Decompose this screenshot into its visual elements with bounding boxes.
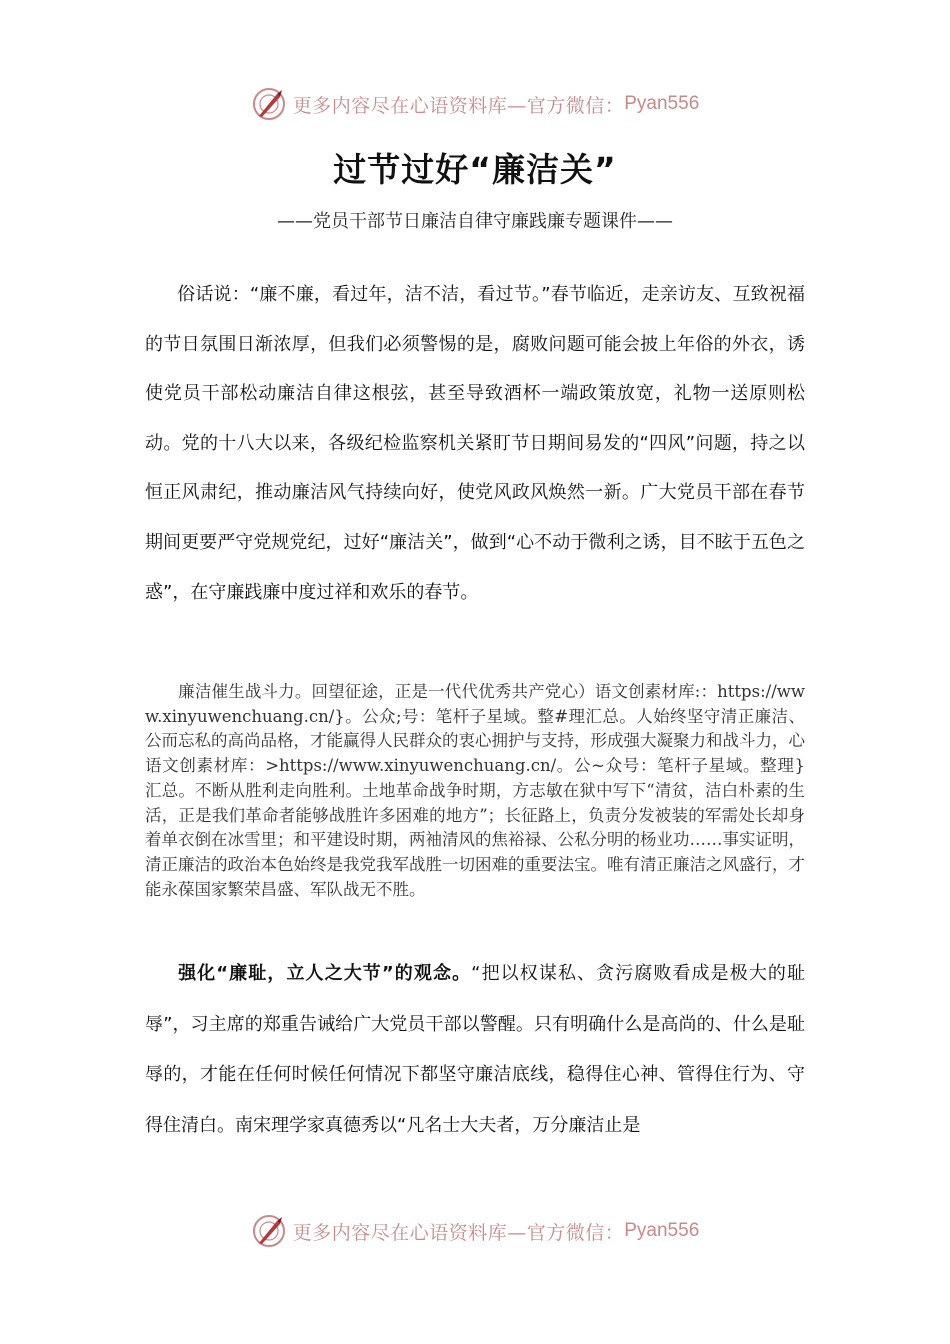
quill-pen-logo-icon (251, 1213, 287, 1249)
paragraph-intro-text: 俗话说：“廉不廉，看过年，洁不洁，看过节。”春节临近，走亲访友、互致祝福的节日氛围日渐浓厚，但我们必须警惕的是，腐败问题可能会披上年俗的外衣，诱使党员干部松动廉洁自律这根弦，甚至导致酒杯一端政策放宽，礼物一送原则松动。党的十八大以来，各级纪检监察机关紧盯节日期间易发的“四风”问题，持之以恒正风肃纪，推动廉洁风气持续向好，使党风政风焕然一新。广大党员干部在春节期间更要严守党规党纪，过好“廉洁关”，做到“心不动于微利之诱，目不眩于五色之惑”，在守廉践廉中度过祥和欢乐的春节。 (145, 284, 805, 603)
page-title: 过节过好“廉洁关” (333, 150, 617, 189)
wechat-id: Pyan556 (624, 1220, 700, 1241)
header-banner (0, 84, 950, 124)
banner-text: 更多内容尽在心语资料库—官方微信： (292, 1221, 625, 1244)
page-subtitle: ——党员干部节日廉洁自律守廉践廉专题课件—— (277, 211, 673, 232)
quill-pen-logo-icon (251, 86, 287, 122)
paragraph-history-text: 廉洁催生战斗力。回望征途，正是一代代优秀共产党心）语文创素材库:：https://www.xinyuwenchuang.cn/}。公众;号：笔杆子星域。整#理汇总。人始终坚守清正廉洁、公而忘私的高尚品格，才能赢得人民群众的衷心拥护与支持，形成强大凝聚力和战斗力，心语文创素材库：>https://www.xinyuwenchuang.cn/。公~众号：笔杆子星域。整理}汇总。不断从胜利走向胜利。土地革命战争时期，方志敏在狱中写下“清贫，洁白朴素的生活，正是我们革命者能够战胜许多困难的地方”；长征路上，负责分发被装的军需处长却身着单衣倒在冰雪里；和平建设时期，两袖清风的焦裕禄、公私分明的杨业功……事实证明，清正廉洁的政治本色始终是我党我军战胜一切困难的重要法宝。唯有清正廉洁之风盛行，才能永葆国家繁荣昌盛、军队战无不胜。 (145, 682, 805, 899)
paragraph-history (145, 680, 805, 902)
paragraph-intro (145, 270, 805, 617)
paragraph-shame (145, 949, 805, 1151)
paragraph-shame-lead: 强化“廉耻，立人之大节”的观念。 (177, 963, 472, 984)
banner-text: 更多内容尽在心语资料库—官方微信： (292, 94, 625, 117)
footer-banner (0, 1211, 950, 1251)
wechat-id: Pyan556 (624, 93, 700, 114)
paragraph-shame-text: “把以权谋私、贪污腐败看成是极大的耻辱”，习主席的郑重告诫给广大党员干部以警醒。只有明确什么是高尚的、什么是耻辱的，才能在任何时候任何情况下都坚守廉洁底线，稳得住心神、管得住行为、守得住清白。南宋理学家真德秀以“凡名士大夫者，万分廉洁止是 (145, 963, 805, 1136)
